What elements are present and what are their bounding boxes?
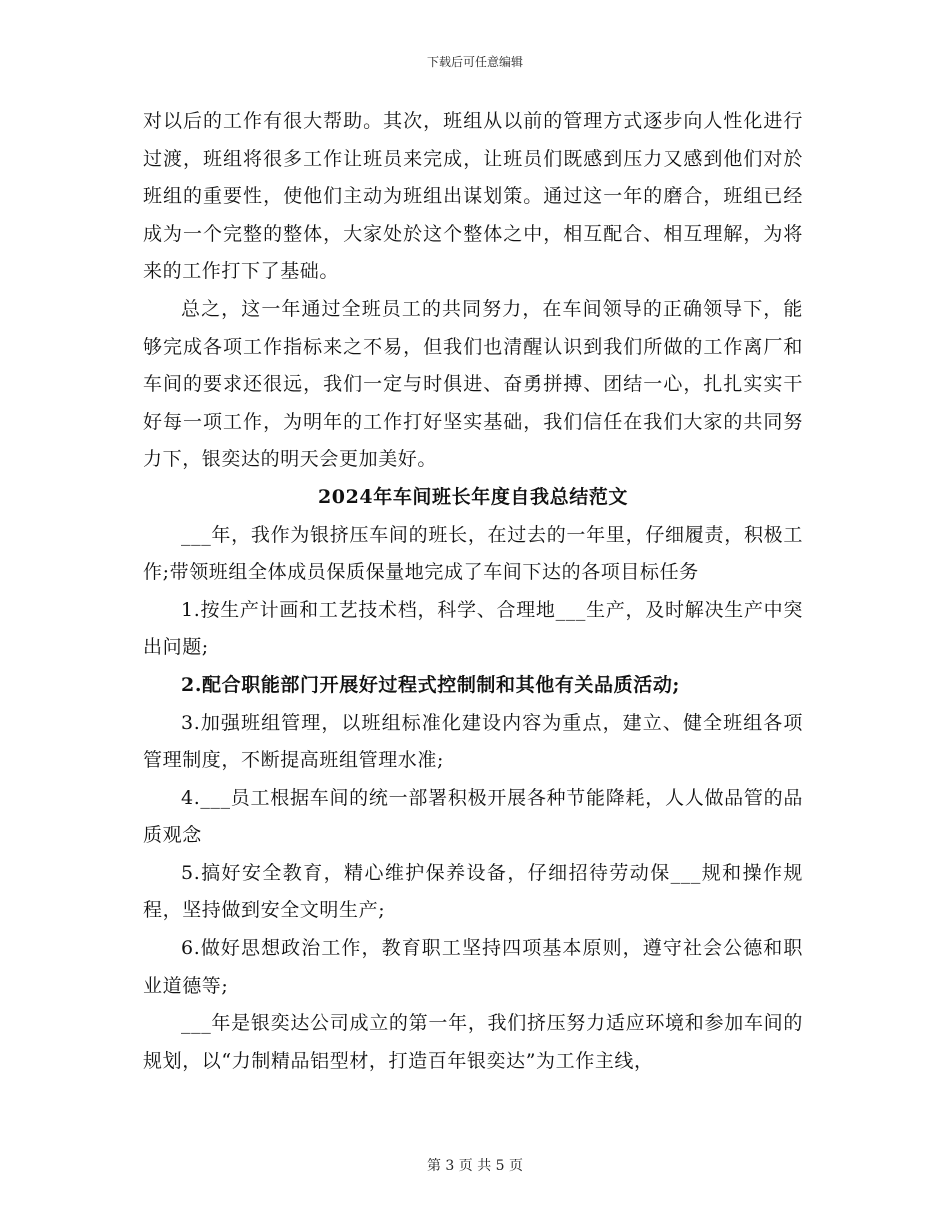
list-item-3: 3.加强班组管理，以班组标准化建设内容为重点，建立、健全班组各项管理制度，不断提高班组管理水准; [143,711,803,772]
document-body [143,103,803,1080]
paragraph-continuation: 对以后的工作有很大帮助。其次，班组从以前的管理方式逐步向人性化进行过渡，班组将很多工作让班员来完成，让班员们既感到压力又感到他们对於班组的重要性，使他们主动为班组出谋划策。通过这一年的磨合，班组已经成为一个完整的整体，大家处於这个整体之中，相互配合、相互理解，为将来的工作打下了基础。 [143,110,803,283]
paragraph-conclusion: 总之，这一年通过全班员工的共同努力，在车间领导的正确领导下，能够完成各项工作指标来之不易，但我们也清醒认识到我们所做的工作离厂和车间的要求还很远，我们一定与时俱进、奋勇拼搏、团结一心，扎扎实实干好每一项工作，为明年的工作打好坚实基础，我们信任在我们大家的共同努力下，银奕达的明天会更加美好。 [143,297,803,471]
paragraph-year-summary: ___年是银奕达公司成立的第一年，我们挤压努力适应环境和参加车间的规划，以“力制精品铝型材，打造百年银奕达”为工作主线， [143,1012,803,1072]
list-item-5: 5.搞好安全教育，精心维护保养设备，仔细招待劳动保___规和操作规程，坚持做到安全文明生产; [143,861,803,922]
page-header: 下载后可任意编辑 [426,55,523,69]
list-item-4: 4.___员工根据车间的统一部署积极开展各种节能降耗，人人做品管的品质观念 [143,786,803,847]
page-footer: 第 3 页 共 5 页 [426,1158,524,1174]
list-item-2: 2.配合职能部门开展好过程式控制制和其他有关品质活动; [181,673,681,696]
paragraph-intro: ___年，我作为银挤压车间的班长，在过去的一年里，仔细履责，积极工作;带领班组全体成员保质保量地完成了车间下达的各项目标任务 [143,523,803,584]
list-item-1: 1.按生产计画和工艺技术档，科学、合理地___生产，及时解决生产中突出问题; [143,598,803,659]
section-title: 2024年车间班长年度自我总结范文 [317,485,629,508]
list-item-6: 6.做好思想政治工作，教育职工坚持四项基本原则，遵守社会公德和职业道德等; [143,937,803,997]
